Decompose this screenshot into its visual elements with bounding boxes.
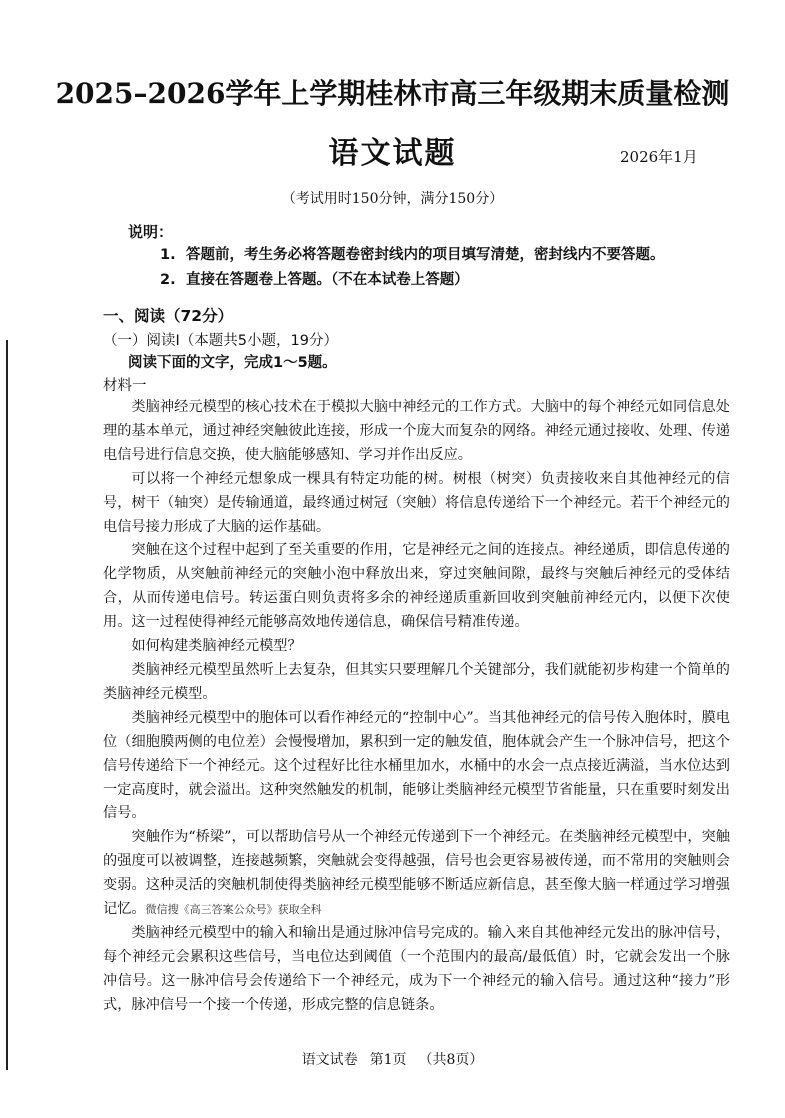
part-heading: （一）阅读Ⅰ（本题共5小题，19分） (103, 333, 338, 349)
subject-title: 语文试题 (328, 136, 457, 171)
notes-label: 说明： (128, 223, 174, 241)
note-text: 直接在答题卷上答题。（不在本试卷上答题） (186, 272, 469, 288)
note-text: 答题前，考生务必将答题卷密封线内的项目填写清楚，密封线内不要答题。 (186, 247, 665, 263)
passage-paragraph: 类脑神经元模型的核心技术在于模拟大脑中神经元的工作方式。大脑中的每个神经元如同信息处理的基本单元，通过神经突触彼此连接，形成一个庞大而复杂的网络。神经元通过接收、处理、传递电信号进行信息交换，使大脑能够感知、学习并作出反应。 (103, 399, 730, 463)
note-item (160, 268, 665, 293)
passage-paragraph: 类脑神经元模型中的输入和输出是通过脉冲信号完成的。输入来自其他神经元发出的脉冲信号，每个神经元会累积这些信号，当电位达到阈值（一个范围内的最高/最低值）时，它就会发出一个脉冲信号。这一脉冲信号会传递给下一个神经元，成为下一个神经元的输入信号。通过这种“接力”形式，脉冲信号一个接一个传递，形成完整的信息链条。 (103, 924, 730, 1013)
reading-instruction: 阅读下面的文字，完成1～5题。 (128, 355, 337, 371)
note-number: 1. (160, 247, 176, 263)
passage-question-heading: 如何构建类脑神经元模型？ (131, 638, 302, 655)
notes-list (160, 243, 665, 293)
reading-passage (103, 396, 730, 1018)
footer-page-number: 第1页 (369, 1052, 407, 1068)
section-heading: 一、阅读（72分） (103, 307, 234, 325)
exam-duration-score: （考试用时150分钟，满分150分） (281, 191, 504, 207)
passage-paragraph (103, 826, 730, 922)
exam-title: 2025–2026学年上学期桂林市高三年级期末质量检测 (55, 77, 730, 110)
passage-paragraph-text: 突触作为“桥梁”，可以帮助信号从一个神经元传递到下一个神经元。在类脑神经元模型中，突触的强度可以被调整，连接越频繁，突触就会变得越强，信号也会更容易被传递，而不常用的突触则会变弱。这种灵活的突触机制使得类脑神经元模型能够不断适应新信息，甚至像大脑一样通过学习增强记忆。 (103, 829, 730, 918)
passage-paragraph: 可以将一个神经元想象成一棵具有特定功能的树。树根（树突）负责接收来自其他神经元的信号，树干（轴突）是传输通道，最终通过树冠（突触）将信息传递给下一个神经元。若干个神经元的电信号接力形成了大脑的运作基础。 (103, 470, 730, 535)
watermark-text: 微信搜《高三答案公众号》获取全科 (145, 903, 322, 917)
footer-total-pages: （共8页） (418, 1052, 484, 1068)
material-label: 材料一 (103, 378, 147, 394)
binding-edge-line (6, 340, 8, 1070)
page-footer (0, 1049, 785, 1069)
exam-date: 2026年1月 (620, 148, 698, 166)
passage-paragraph: 突触在这个过程中起到了至关重要的作用，它是神经元之间的连接点。神经递质，即信息传递的化学物质，从突触前神经元的突触小泡中释放出来，穿过突触间隙，最终与突触后神经元的受体结合，从而传递电信号。转运蛋白则负责将多余的神经递质重新回收到突触前神经元内，以便下次使用。这一过程使得神经元能够高效地传递信息，确保信号精准传递。 (103, 542, 730, 631)
note-item (160, 243, 665, 268)
note-number: 2. (160, 272, 176, 288)
footer-subject: 语文试卷 (301, 1052, 358, 1068)
passage-paragraph: 类脑神经元模型中的胞体可以看作神经元的“控制中心”。当其他神经元的信号传入胞体时，膜电位（细胞膜两侧的电位差）会慢慢增加，累积到一定的触发值，胞体就会产生一个脉冲信号，把这个信号传递给下一个神经元。这个过程好比往水桶里加水，水桶中的水会一点点接近满溢，当水位达到一定高度时，就会溢出。这种突然触发的机制，能够让类脑神经元模型节省能量，只在重要时刻发出信号。 (103, 709, 730, 822)
passage-paragraph: 类脑神经元模型虽然听上去复杂，但其实只要理解几个关键部分，我们就能初步构建一个简单的类脑神经元模型。 (103, 661, 730, 702)
